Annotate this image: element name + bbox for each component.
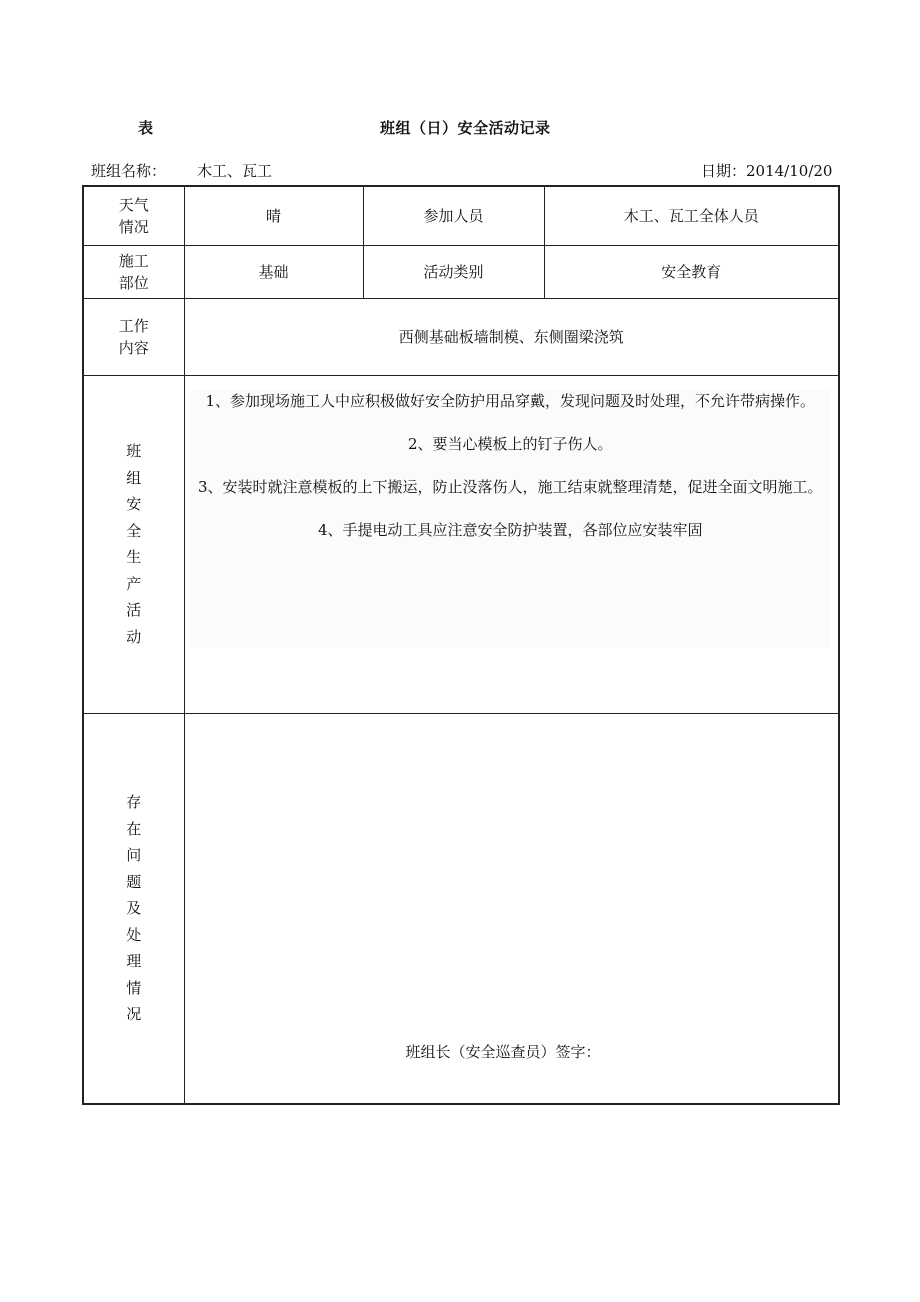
participants-value: 木工、瓦工全体人员 xyxy=(544,186,839,245)
location-label: 施工部位 xyxy=(118,251,149,292)
activity-type-value: 安全教育 xyxy=(544,245,839,298)
activity-type-label: 活动类别 xyxy=(363,245,544,298)
team-name-value: 木工、瓦工 xyxy=(197,162,273,180)
weather-label: 天气情况 xyxy=(118,195,149,236)
activities-content xyxy=(184,375,839,713)
issues-label-cell xyxy=(83,713,184,1104)
activity-list xyxy=(191,390,831,648)
activity-record-table xyxy=(82,185,840,1105)
issues-label: 存在问题及处理情况 xyxy=(126,793,142,1023)
location-value: 基础 xyxy=(184,245,363,298)
weather-value: 晴 xyxy=(184,186,363,245)
activity-item-4: 4、手提电动工具应注意安全防护装置，各部位应安装牢固 xyxy=(317,520,703,539)
team-name-label: 班组名称： xyxy=(91,162,167,180)
activity-item-3: 3、安装时就注意模板的上下搬运，防止没落伤人，施工结束就整理清楚，促进全面文明施工。 xyxy=(197,477,823,496)
record-date: 日期：2014/10/20 xyxy=(701,162,833,180)
work-content-value: 西侧基础板墙制模、东侧圈梁浇筑 xyxy=(184,298,839,375)
table-label: 表 xyxy=(138,119,154,137)
location-label-cell xyxy=(83,245,184,298)
signature-label: 班组长（安全巡查员）签字： xyxy=(405,1042,601,1061)
table-row-activities xyxy=(83,375,839,713)
activities-label-cell xyxy=(83,375,184,713)
weather-label-cell xyxy=(83,186,184,245)
table-row-weather xyxy=(83,186,839,245)
page-title: 班组（日）安全活动记录 xyxy=(380,119,551,137)
activity-item-1: 1、参加现场施工人中应积极做好安全防护用品穿戴，发现问题及时处理，不允许带病操作。 xyxy=(205,391,816,410)
participants-label: 参加人员 xyxy=(363,186,544,245)
activity-item-2: 2、要当心模板上的钉子伤人。 xyxy=(407,434,613,453)
table-row-location xyxy=(83,245,839,298)
work-content-label: 工作内容 xyxy=(118,316,149,357)
activities-label: 班组安全生产活动 xyxy=(126,442,142,646)
table-row-issues xyxy=(83,713,839,1104)
work-content-label-cell xyxy=(83,298,184,375)
table-row-work-content xyxy=(83,298,839,375)
issues-content xyxy=(184,713,839,1104)
